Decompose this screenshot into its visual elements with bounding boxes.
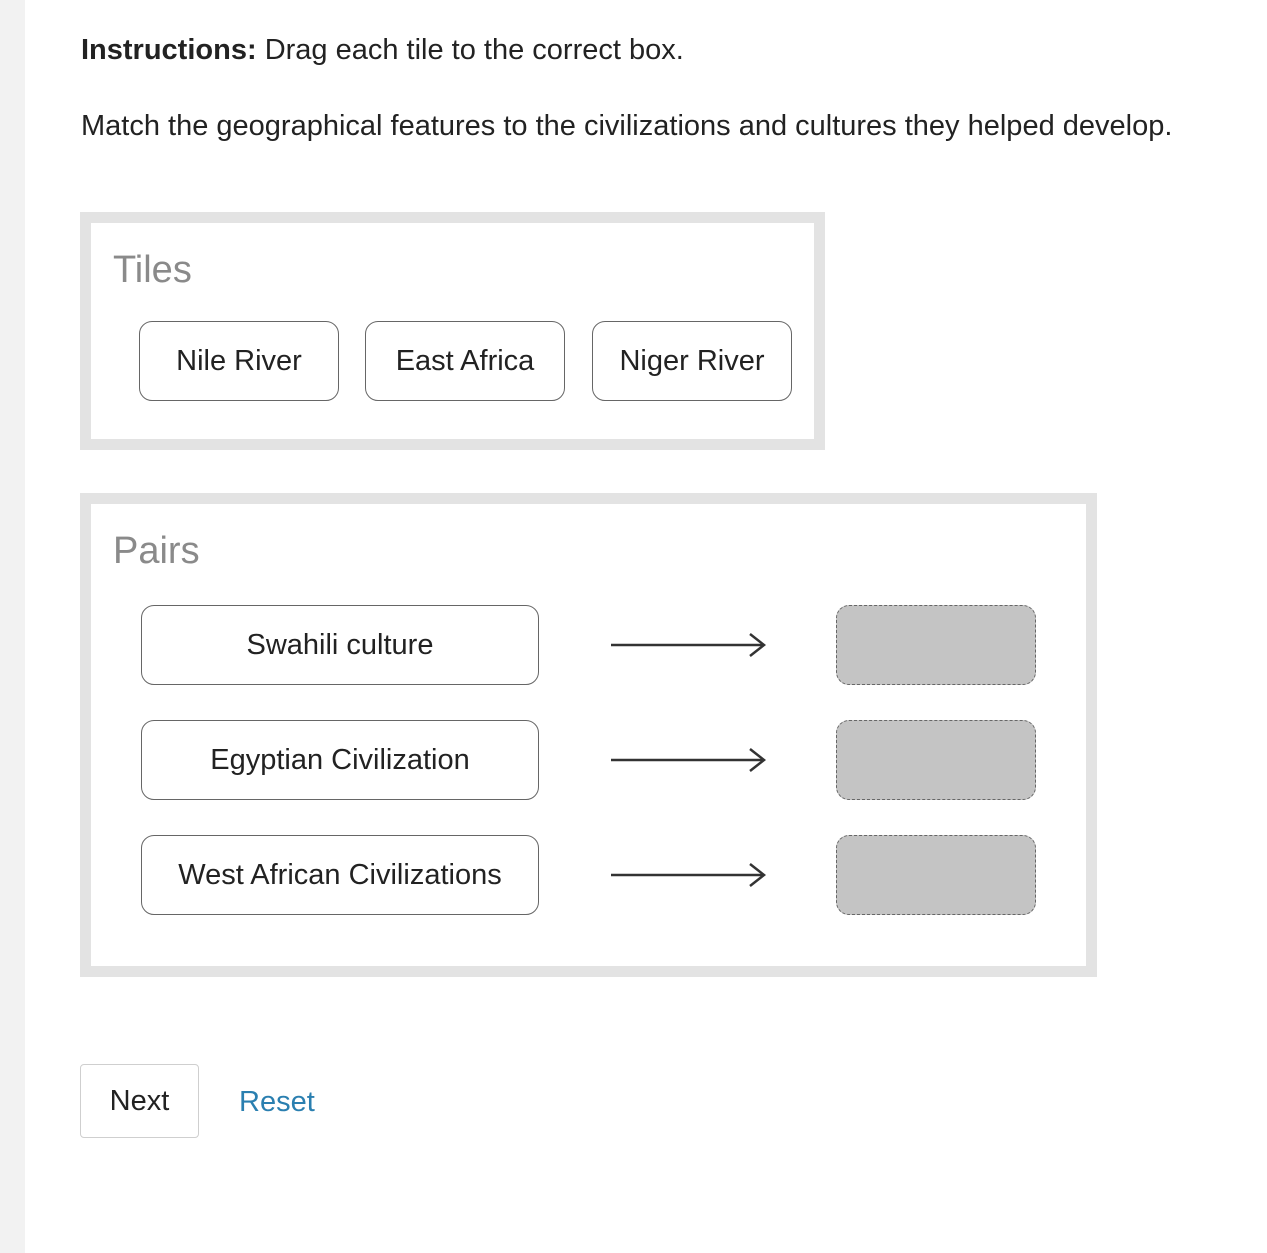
reset-link[interactable]: Reset: [239, 1086, 315, 1118]
pairs-panel-title: Pairs: [113, 530, 200, 572]
drop-box-egyptian-civilization[interactable]: [836, 720, 1036, 800]
pair-label-swahili-culture: Swahili culture: [141, 605, 539, 685]
drop-box-swahili-culture[interactable]: [836, 605, 1036, 685]
pair-label-west-african-civilizations: West African Civilizations: [141, 835, 539, 915]
tile-east-africa[interactable]: East Africa: [365, 321, 565, 401]
tile-niger-river[interactable]: Niger River: [592, 321, 792, 401]
pairs-panel: [80, 493, 1097, 977]
pair-label-egyptian-civilization: Egyptian Civilization: [141, 720, 539, 800]
right-arrow-icon: [609, 860, 769, 890]
right-arrow-icon: [609, 745, 769, 775]
tiles-panel: [80, 212, 825, 450]
right-arrow-icon: [609, 630, 769, 660]
next-button[interactable]: Next: [80, 1064, 199, 1138]
left-margin-strip: [0, 0, 25, 1253]
instructions: [81, 30, 684, 70]
instructions-label: Instructions:: [81, 34, 257, 66]
tiles-panel-title: Tiles: [113, 249, 192, 291]
question-text: Match the geographical features to the civilizations and cultures they helped develop.: [81, 110, 1173, 142]
drop-box-west-african-civilizations[interactable]: [836, 835, 1036, 915]
tile-nile-river[interactable]: Nile River: [139, 321, 339, 401]
instructions-text: Drag each tile to the correct box.: [264, 34, 684, 66]
